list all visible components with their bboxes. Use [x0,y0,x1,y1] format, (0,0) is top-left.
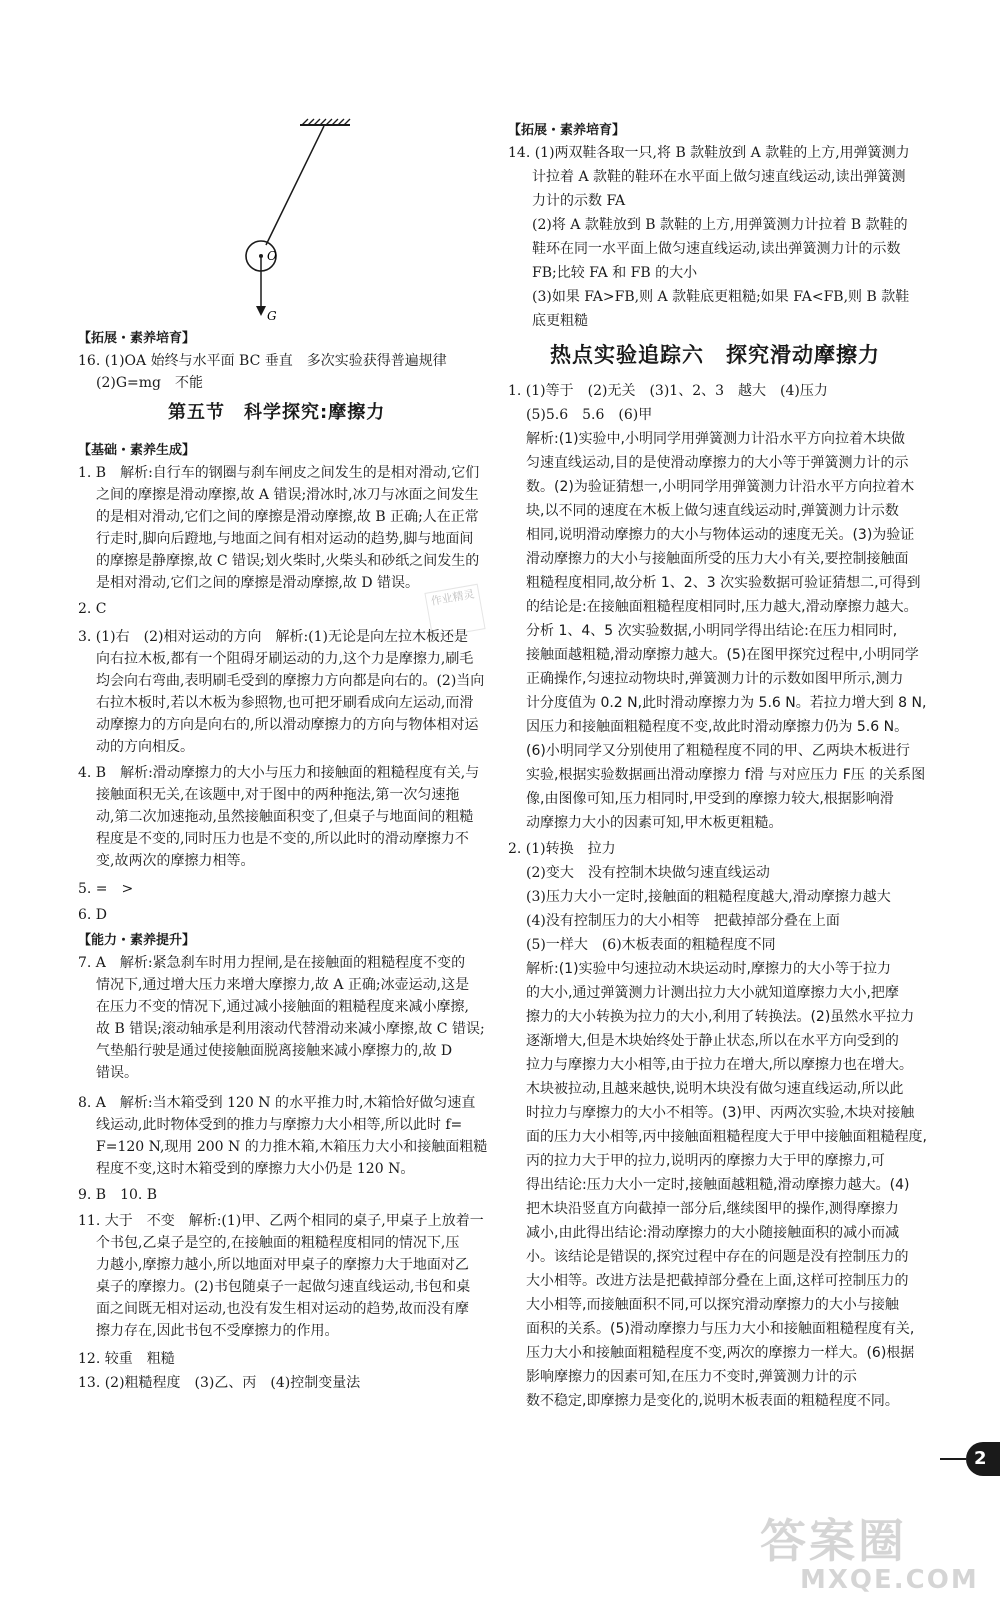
answer-line: 的大小,通过弹簧测力计测出拉力大小就知道摩擦力大小,把摩 [526,985,899,1001]
answer-line: (2)将 A 款鞋放到 B 款鞋的上方,用弹簧测力计拉着 B 款鞋的 [532,217,908,233]
answer-line: 程度是不变的,同时压力也是不变的,所以此时的滑动摩擦力不 [96,831,469,847]
answer-line: (3)压力大小一定时,接触面的粗糙程度越大,滑动摩擦力越大 [526,889,891,905]
answer-line: 16. (1)OA 始终与水平面 BC 垂直 多次实验获得普遍规律 [78,353,447,369]
answer-line: 故 B 错误;滚动轴承是利用滚动代替滑动来减小摩擦,故 C 错误; [96,1021,485,1037]
answer-line: 数不稳定,即摩擦力是变化的,说明木板表面的粗糙程度不同。 [526,1393,899,1409]
answer-line: 块,以不同的速度在木板上做匀速直线运动时,弹簧测力计示数 [526,503,899,519]
answer-line: 11. 大于 不变 解析:(1)甲、乙两个相同的桌子,甲桌子上放着一 [78,1213,484,1229]
answer-line: 5. = > [78,881,134,897]
answer-line: 相同,说明滑动摩擦力的大小与物体运动的速度无关。(3)为验证 [526,527,915,543]
answer-line: 大小相等,而接触面积不同,可以探究滑动摩擦力的大小与接触 [526,1297,899,1313]
label-o: O [267,249,277,263]
answer-line: 4. B 解析:滑动摩擦力的大小与压力和接触面的粗糙程度有关,与 [78,765,480,781]
answer-line: 错误。 [96,1065,138,1081]
answer-line: 8. A 解析:当木箱受到 120 N 的水平推力时,木箱恰好做匀速直 [78,1095,476,1111]
answer-line: 12. 较重 粗糙 [78,1351,175,1367]
answer-line: 底更粗糙 [532,313,588,329]
answer-line: 动的方向相反。 [96,739,194,755]
answer-line: 是相对滑动,它们之间的摩擦是滑动摩擦,故 D 错误。 [96,575,420,591]
answer-line: 程度不变,这时木箱受到的摩擦力大小仍是 120 N。 [96,1161,415,1177]
label-g: G [267,309,277,323]
answer-line: 得出结论:压力大小一定时,接触面越粗糙,滑动摩擦力越大。(4) [526,1177,910,1193]
section-tag: 【能力・素养提升】 [78,933,196,948]
answer-line: 力越小,摩擦力越小,所以地面对甲桌子的摩擦力大于地面对乙 [96,1257,469,1273]
answer-line: (5)5.6 5.6 (6)甲 [526,407,653,423]
answer-line: 向右拉木板,都有一个阻碍牙刷运动的力,这个力是摩擦力,刷毛 [96,651,474,667]
answer-line: 逐渐增大,但是木块始终处于静止状态,所以在水平方向受到的 [526,1033,899,1049]
answer-line: 擦力的大小转换为拉力的大小,利用了转换法。(2)虽然水平拉力 [526,1009,915,1025]
answer-line: FB;比较 FA 和 FB 的大小 [532,265,698,281]
answer-line: 解析:(1)实验中匀速拉动木块运动时,摩擦力的大小等于拉力 [526,961,891,977]
answer-line: (2)G=mg 不能 [96,375,203,391]
section-tag: 【拓展・素养培育】 [78,331,196,346]
answer-line: 的是相对滑动,它们之间的摩擦是滑动摩擦,故 B 正确;人在正常 [96,509,479,525]
answer-line: 变,故两次的摩擦力相等。 [96,853,255,869]
stamp: 作业精灵 [424,584,485,639]
answer-line: 右拉木板时,若以木板为参照物,也可把牙刷看成向左运动,而滑 [96,695,474,711]
answer-line: 线运动,此时物体受到的推力与摩擦力大小相等,所以此时 f= [96,1117,463,1133]
section-tag: 【拓展・素养培育】 [508,123,626,138]
answer-line: 动摩擦力的方向是向右的,所以滑动摩擦力的方向与物体相对运 [96,717,479,733]
answer-line: 实验,根据实验数据画出滑动摩擦力 f滑 与对应压力 F压 的关系图 [526,767,926,783]
answer-line: 动摩擦力大小的因素可知,甲木板更粗糙。 [526,815,783,831]
answer-line: (2)变大 没有控制木块做匀速直线运动 [526,865,770,881]
answer-line: 数。(2)为验证猜想一,小明同学用弹簧测力计沿水平方向拉着木 [526,479,915,495]
answer-line: 气垫船行驶是通过使接触面脱离接触来减小摩擦力的,故 D [96,1043,453,1059]
answer-line: 滑动摩擦力的大小与接触面所受的压力大小有关,要控制接触面 [526,551,909,567]
answer-line: (4)没有控制压力的大小相等 把截掉部分叠在上面 [526,913,840,929]
answer-line: 接触面积无关,在该题中,对于图中的两种拖法,第一次匀速拖 [96,787,460,803]
page-number: 2 [966,1442,1000,1476]
answer-line: F=120 N,现用 200 N 的力推木箱,木箱压力大小和接触面粗糙 [96,1139,488,1155]
answer-line: 情况下,通过增大压力来增大摩擦力,故 A 正确;冰壶运动,这是 [96,977,470,993]
watermark [760,1505,990,1595]
pendulum-figure [230,110,390,340]
answer-line: 鞋环在同一水平面上做匀速直线运动,读出弹簧测力计的示数 [532,241,901,257]
answer-line: 面之间既无相对运动,也没有发生相对运动的趋势,故而没有摩 [96,1301,469,1317]
answer-line: 正确操作,匀速拉动物块时,弹簧测力计的示数如图甲所示,测力 [526,671,904,687]
hot-experiment-title: 热点实验追踪六 探究滑动摩擦力 [550,343,880,367]
answer-line: 2. (1)转换 拉力 [508,841,616,857]
watermark-logo: 答案圈 [760,1514,907,1568]
answer-line: 14. (1)两双鞋各取一只,将 B 款鞋放到 A 款鞋的上方,用弹簧测力 [508,145,910,161]
answer-line: 把木块沿竖直方向截掉一部分后,继续图甲的操作,测得摩擦力 [526,1201,899,1217]
answer-line: 计拉着 A 款鞋的鞋环在水平面上做匀速直线运动,读出弹簧测 [532,169,906,185]
answer-line: 时拉力与摩擦力的大小不相等。(3)甲、丙两次实验,木块对接触 [526,1105,915,1121]
answer-line: 木块被拉动,且越来越快,说明木块没有做匀速直线运动,所以此 [526,1081,904,1097]
watermark-url: MXQE.COM [800,1565,979,1595]
answer-line: 9. B 10. B [78,1187,158,1203]
section-tag: 【基础・素养生成】 [78,443,196,458]
answer-line: 6. D [78,907,108,923]
answer-line: 计分度值为 0.2 N,此时滑动摩擦力为 5.6 N。若拉力增大到 8 N, [526,695,927,711]
answer-line: 的摩擦是静摩擦,故 C 错误;划火柴时,火柴头和砂纸之间发生的 [96,553,480,569]
answer-line: 个书包,乙桌子是空的,在接触面的粗糙程度相同的情况下,压 [96,1235,460,1251]
answer-line: 压力大小和接触面粗糙程度不变,两次的摩擦力一样大。(6)根据 [526,1345,915,1361]
answer-line: (3)如果 FA>FB,则 A 款鞋底更粗糙;如果 FA<FB,则 B 款鞋 [532,289,910,305]
answer-line: 接触面越粗糙,滑动摩擦力越大。(5)在图甲探究过程中,小明同学 [526,647,919,663]
answer-line: 小。该结论是错误的,探究过程中存在的问题是没有控制压力的 [526,1249,909,1265]
answer-line: 丙的拉力大于甲的拉力,说明丙的摩擦力大于甲的摩擦力,可 [526,1153,885,1169]
answer-line: 在压力不变的情况下,通过减小接触面的粗糙程度来减小摩擦, [96,999,469,1015]
answer-line: 拉力与摩擦力大小相等,由于拉力在增大,所以摩擦力也在增大。 [526,1057,913,1073]
answer-line: 减小,由此得出结论:滑动摩擦力的大小随接触面积的减小而减 [526,1225,900,1241]
section-title: 第五节 科学探究:摩擦力 [168,402,386,423]
answer-line: 13. (2)粗糙程度 (3)乙、丙 (4)控制变量法 [78,1375,361,1391]
answer-line: 桌子的摩擦力。(2)书包随桌子一起做匀速直线运动,书包和桌 [96,1279,471,1295]
answer-line: 面积的关系。(5)滑动摩擦力与压力大小和接触面粗糙程度有关, [526,1321,915,1337]
answer-line: 之间的摩擦是滑动摩擦,故 A 错误;滑冰时,冰刀与冰面之间发生 [96,487,479,503]
answer-line: 影响摩擦力的因素可知,在压力不变时,弹簧测力计的示 [526,1369,857,1385]
answer-line: 粗糙程度相同,故分析 1、2、3 次实验数据可验证猜想二,可得到 [526,575,921,591]
answer-line: 力计的示数 FA [532,193,626,209]
answer-line: 解析:(1)实验中,小明同学用弹簧测力计沿水平方向拉着木块做 [526,431,905,447]
answer-line: 擦力存在,因此书包不受摩擦力的作用。 [96,1323,339,1339]
answer-line: 3. (1)右 (2)相对运动的方向 解析:(1)无论是向左拉木板还是 [78,629,469,645]
answer-line: (6)小明同学又分别使用了粗糙程度不同的甲、乙两块木板进行 [526,743,910,759]
answer-line: 大小相等。改进方法是把截掉部分叠在上面,这样可控制压力的 [526,1273,909,1289]
answer-line: 行走时,脚向后蹬地,与地面之间有相对运动的趋势,脚与地面间 [96,531,474,547]
answer-line: 的结论是:在接触面粗糙程度相同时,压力越大,滑动摩擦力越大。 [526,599,918,615]
answer-line: 匀速直线运动,目的是使滑动摩擦力的大小等于弹簧测力计的示 [526,455,909,471]
answer-line: (5)一样大 (6)木板表面的粗糙程度不同 [526,937,776,953]
answer-line: 动,第二次加速拖动,虽然接触面积变了,但桌子与地面间的粗糙 [96,809,474,825]
answer-line: 1. B 解析:自行车的钢圈与刹车闸皮之间发生的是相对滑动,它们 [78,465,480,481]
page-number-dash [940,1458,966,1460]
answer-line: 因压力和接触面粗糙程度不变,故此时滑动摩擦力仍为 5.6 N。 [526,719,909,735]
answer-line: 分析 1、4、5 次实验数据,小明同学得出结论:在压力相同时, [526,623,898,639]
answer-line: 均会向右弯曲,表明刷毛受到的摩擦力方向都是向右的。(2)当向 [96,673,485,689]
answer-line: 1. (1)等于 (2)无关 (3)1、2、3 越大 (4)压力 [508,383,828,399]
answer-line: 面的压力大小相等,丙中接触面粗糙程度大于甲中接触面粗糙程度, [526,1129,927,1145]
answer-line: 2. C [78,601,107,617]
answer-line: 7. A 解析:紧急刹车时用力捏闸,是在接触面的粗糙程度不变的 [78,955,466,971]
answer-line: 像,由图像可知,压力相同时,甲受到的摩擦力较大,根据影响滑 [526,791,894,807]
